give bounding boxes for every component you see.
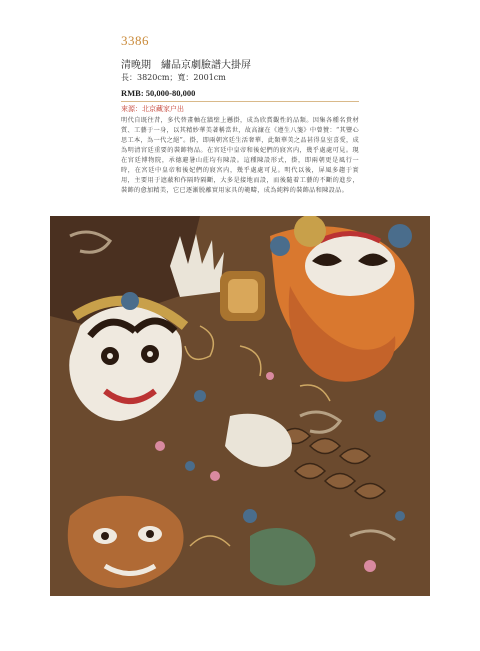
divider <box>121 101 359 102</box>
item-description: 明代自既往昔，多代替畫軸在牆壁上懸掛，成為欣賞觀性的品類。因集各種名貴材質、工藝于一身，以其精妙華美著稱當世，故高濂在《遵生八箋》中曾贊：“其豐心思工本，為一代之絕”。掛，即兩朝宮廷生活奢華，此類華美之品甚得皇室喜愛，成為明清宮廷重要的裝飾物品。在宮廷中皇帝和後妃們的寢宮内，幾乎處處可見。現在宮廷博物院，承德避暑山莊均有陳設。這種陳設形式，掛，即兩朝更是風行一時，在宮廷中皇帝和後妃們的寢宮内，幾乎處處可見。明代以後，屏風多趨于實用，主要用于遮蔽和作隔時隔斷，大多是接地而設，而後隨着工藝的不斷的進步，裝飾的愈加精美，它已逐漸脱離實用家具的範疇，成為純粹的裝飾品和陳設品。 <box>121 117 359 194</box>
price-estimate: RMB: 50,000-80,000 <box>121 88 196 98</box>
artwork-image <box>50 216 430 596</box>
item-title: 清晚期 繡品京劇臉譜大掛屏 <box>121 60 251 71</box>
lot-number: 3386 <box>121 33 149 48</box>
item-dimensions: 長：3820cm；寬：2001cm <box>121 73 226 82</box>
provenance: 來源：北京藏家户出 <box>121 105 184 113</box>
